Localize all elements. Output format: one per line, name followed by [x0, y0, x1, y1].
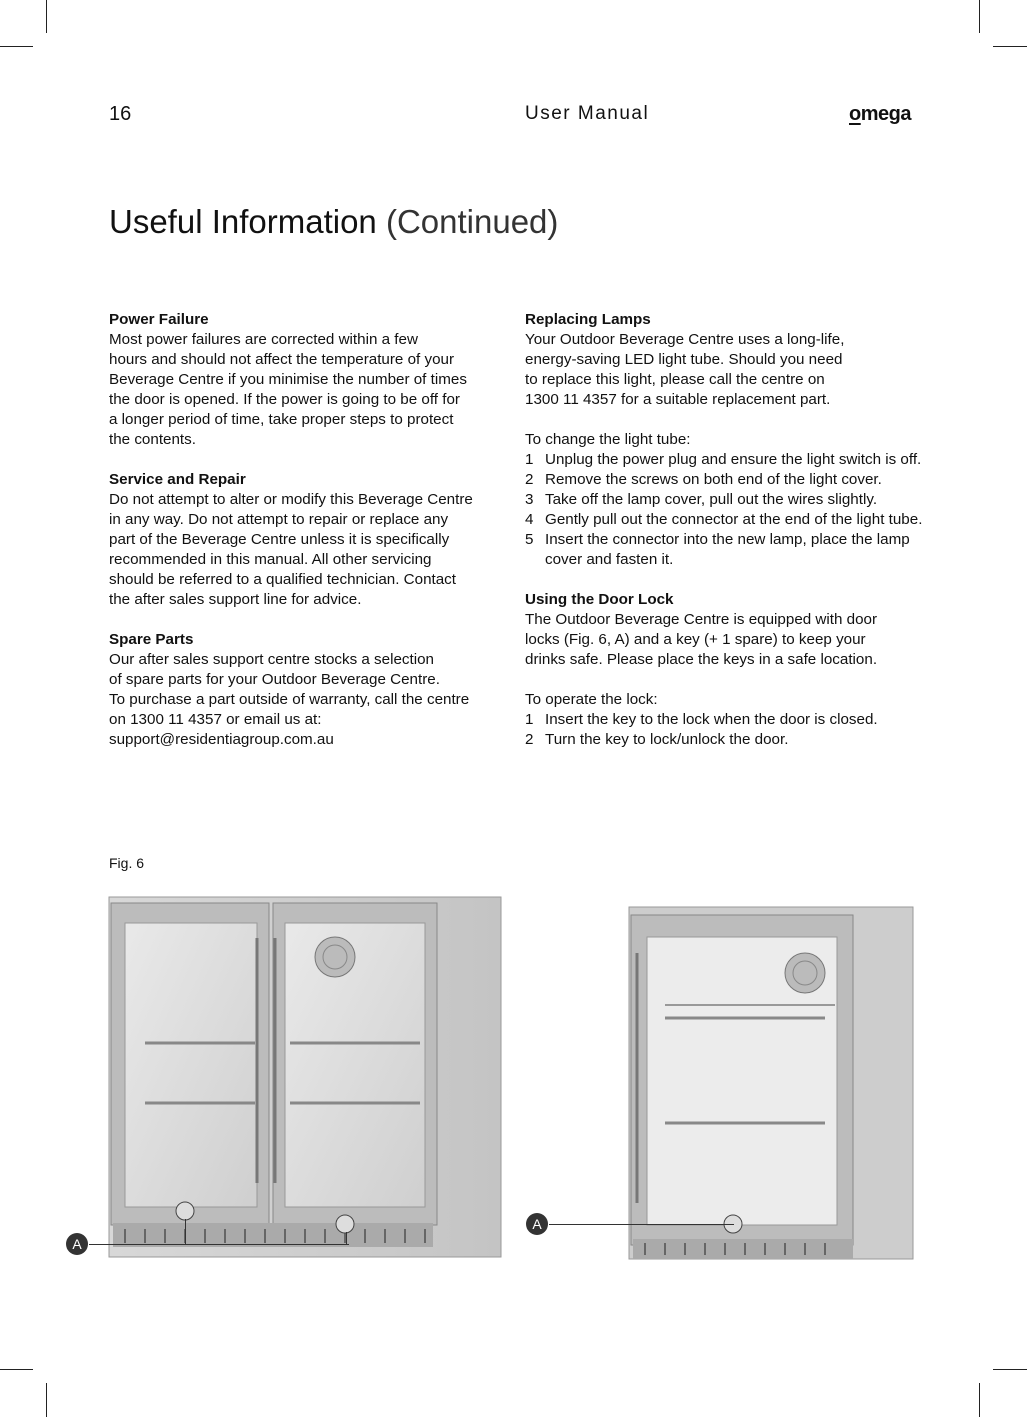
- section-replacing-lamps: [525, 310, 925, 410]
- list-item: 2 Remove the screws on both end of the light cover.: [525, 471, 882, 488]
- page-title-main: Useful Information: [109, 203, 377, 240]
- page-title-suffix: (Continued): [385, 203, 559, 240]
- section-body: Your Outdoor Beverage Centre uses a long-life, energy-saving LED light tube. Should you need to replace this light, please call the centre on 1300 11 4357 for a suitable replacement part.: [525, 331, 845, 408]
- double-door-beverage-centre-image: [105, 893, 505, 1265]
- crop-mark: [46, 1383, 47, 1417]
- lamp-steps-list: [525, 450, 925, 570]
- section-heading: Replacing Lamps: [525, 311, 651, 328]
- section-body: The Outdoor Beverage Centre is equipped with door locks (Fig. 6, A) and a key (+ 1 spare) to keep your drinks safe. Please place the keys in a safe location.: [525, 611, 878, 668]
- crop-mark: [46, 0, 47, 33]
- callout-a: A: [526, 1213, 548, 1235]
- lamp-steps-block: [525, 430, 925, 570]
- callout-a: A: [66, 1233, 88, 1255]
- brand-logo: omega: [849, 103, 911, 125]
- crop-mark: [0, 46, 33, 47]
- section-spare-parts: [109, 630, 509, 750]
- section-body: Most power failures are corrected within a few hours and should not affect the temperature of your Beverage Centre if you minimise the number of times the door is opened. If the power is going to be off for a longer period of time, take proper steps to protect the contents.: [109, 331, 467, 448]
- list-item: 5 Insert the connector into the new lamp, place the lamp cover and fasten it.: [525, 531, 910, 568]
- steps-intro: To change the light tube:: [525, 431, 691, 448]
- crop-mark: [993, 1369, 1027, 1370]
- lock-steps-list: [525, 710, 925, 750]
- document-title: User Manual: [525, 103, 650, 124]
- section-heading: Spare Parts: [109, 631, 194, 648]
- lock-steps-block: [525, 690, 925, 750]
- steps-intro: To operate the lock:: [525, 691, 658, 708]
- crop-mark: [979, 1383, 980, 1417]
- callout-line: [549, 1224, 734, 1225]
- section-power-failure: [109, 310, 509, 450]
- list-item: 2 Turn the key to lock/unlock the door.: [525, 731, 789, 748]
- section-door-lock: [525, 590, 925, 670]
- section-body: Do not attempt to alter or modify this Beverage Centre in any way. Do not attempt to repair or replace any part of the Beverage Centre unless it is specifically recommended in this manual. All other servicing should be referred to a qualified technician. Contact the after sales support line for advice.: [109, 491, 473, 608]
- crop-mark: [979, 0, 980, 33]
- crop-mark: [993, 46, 1027, 47]
- list-item: 1 Unplug the power plug and ensure the light switch is off.: [525, 451, 922, 468]
- section-service-repair: [109, 470, 509, 610]
- section-heading: Service and Repair: [109, 471, 246, 488]
- page-number: 16: [109, 103, 132, 125]
- section-body: Our after sales support centre stocks a selection of spare parts for your Outdoor Beverage Centre. To purchase a part outside of warranty, call the centre on 1300 11 4357 or email us at: support@residentiagroup.com.au: [109, 651, 470, 748]
- list-item: 4 Gently pull out the connector at the end of the light tube.: [525, 511, 923, 528]
- crop-mark: [0, 1369, 33, 1370]
- list-item: 3 Take off the lamp cover, pull out the wires slightly.: [525, 491, 878, 508]
- callout-line: [185, 1219, 186, 1244]
- callout-line: [346, 1232, 347, 1244]
- single-door-beverage-centre-image: [625, 903, 917, 1267]
- right-column: [525, 310, 925, 770]
- figure-label: Fig. 6: [109, 855, 145, 871]
- section-heading: Power Failure: [109, 311, 209, 328]
- section-heading: Using the Door Lock: [525, 591, 674, 608]
- list-item: 1 Insert the key to the lock when the door is closed.: [525, 711, 878, 728]
- left-column: [109, 310, 509, 770]
- callout-line: [89, 1244, 349, 1245]
- page-title: [109, 203, 558, 241]
